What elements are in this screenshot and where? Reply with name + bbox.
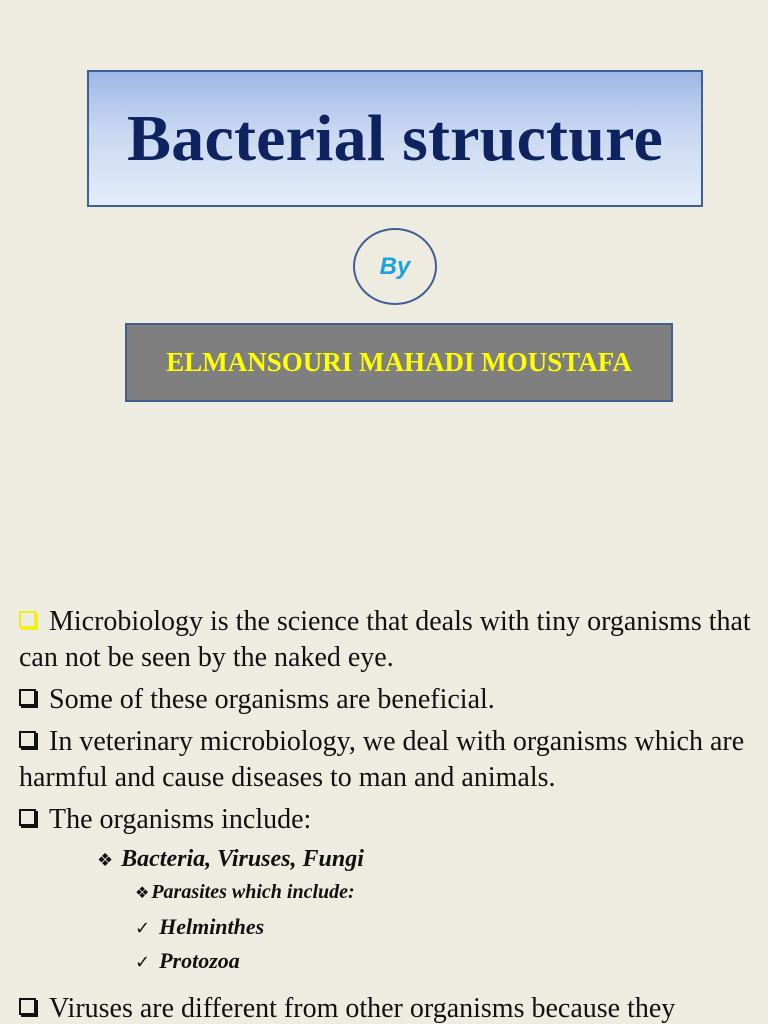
list-item <box>19 724 759 796</box>
four-diamond-icon: ❖ <box>97 850 114 871</box>
sub-item-text: Helminthes <box>159 914 265 939</box>
square-box-icon <box>19 731 36 748</box>
sub-item-organisms <box>97 844 759 876</box>
content-list <box>19 604 759 1024</box>
author-box <box>125 323 673 402</box>
by-label: By <box>379 252 411 280</box>
checkmark-icon: ✓ <box>135 918 151 939</box>
sub-item-helminthes <box>135 911 759 945</box>
title-box <box>87 70 703 207</box>
by-badge <box>353 228 437 305</box>
square-box-icon <box>19 611 36 628</box>
square-box-icon <box>19 809 36 826</box>
checkmark-icon: ✓ <box>135 952 151 973</box>
four-diamond-icon: ❖ <box>135 883 150 902</box>
sub-item-text: Protozoa <box>159 948 240 973</box>
sub-item-text: Parasites which include: <box>151 881 355 903</box>
sub-item-parasites <box>135 878 759 907</box>
square-box-icon <box>19 998 36 1015</box>
bullet-text: In veterinary microbiology, we deal with organisms which are harmful and cause diseases to man and animals. <box>19 726 745 793</box>
author-name: ELMANSOURI MAHADI MOUSTAFA <box>166 347 632 377</box>
list-item <box>19 682 759 718</box>
list-item <box>19 991 759 1024</box>
sub-item-text: Bacteria, Viruses, Fungi <box>121 846 364 872</box>
page-title: Bacterial structure <box>127 101 663 175</box>
bullet-text: Microbiology is the science that deals with tiny organisms that can not be seen by the naked eye. <box>19 606 751 673</box>
bullet-text: Some of these organisms are beneficial. <box>49 684 495 715</box>
bullet-text: Viruses are different from other organisms because they <box>49 993 676 1024</box>
list-item <box>19 802 759 838</box>
bullet-text: The organisms include: <box>49 804 312 835</box>
sub-item-protozoa <box>135 945 759 979</box>
list-item <box>19 604 759 676</box>
square-box-icon <box>19 689 36 706</box>
